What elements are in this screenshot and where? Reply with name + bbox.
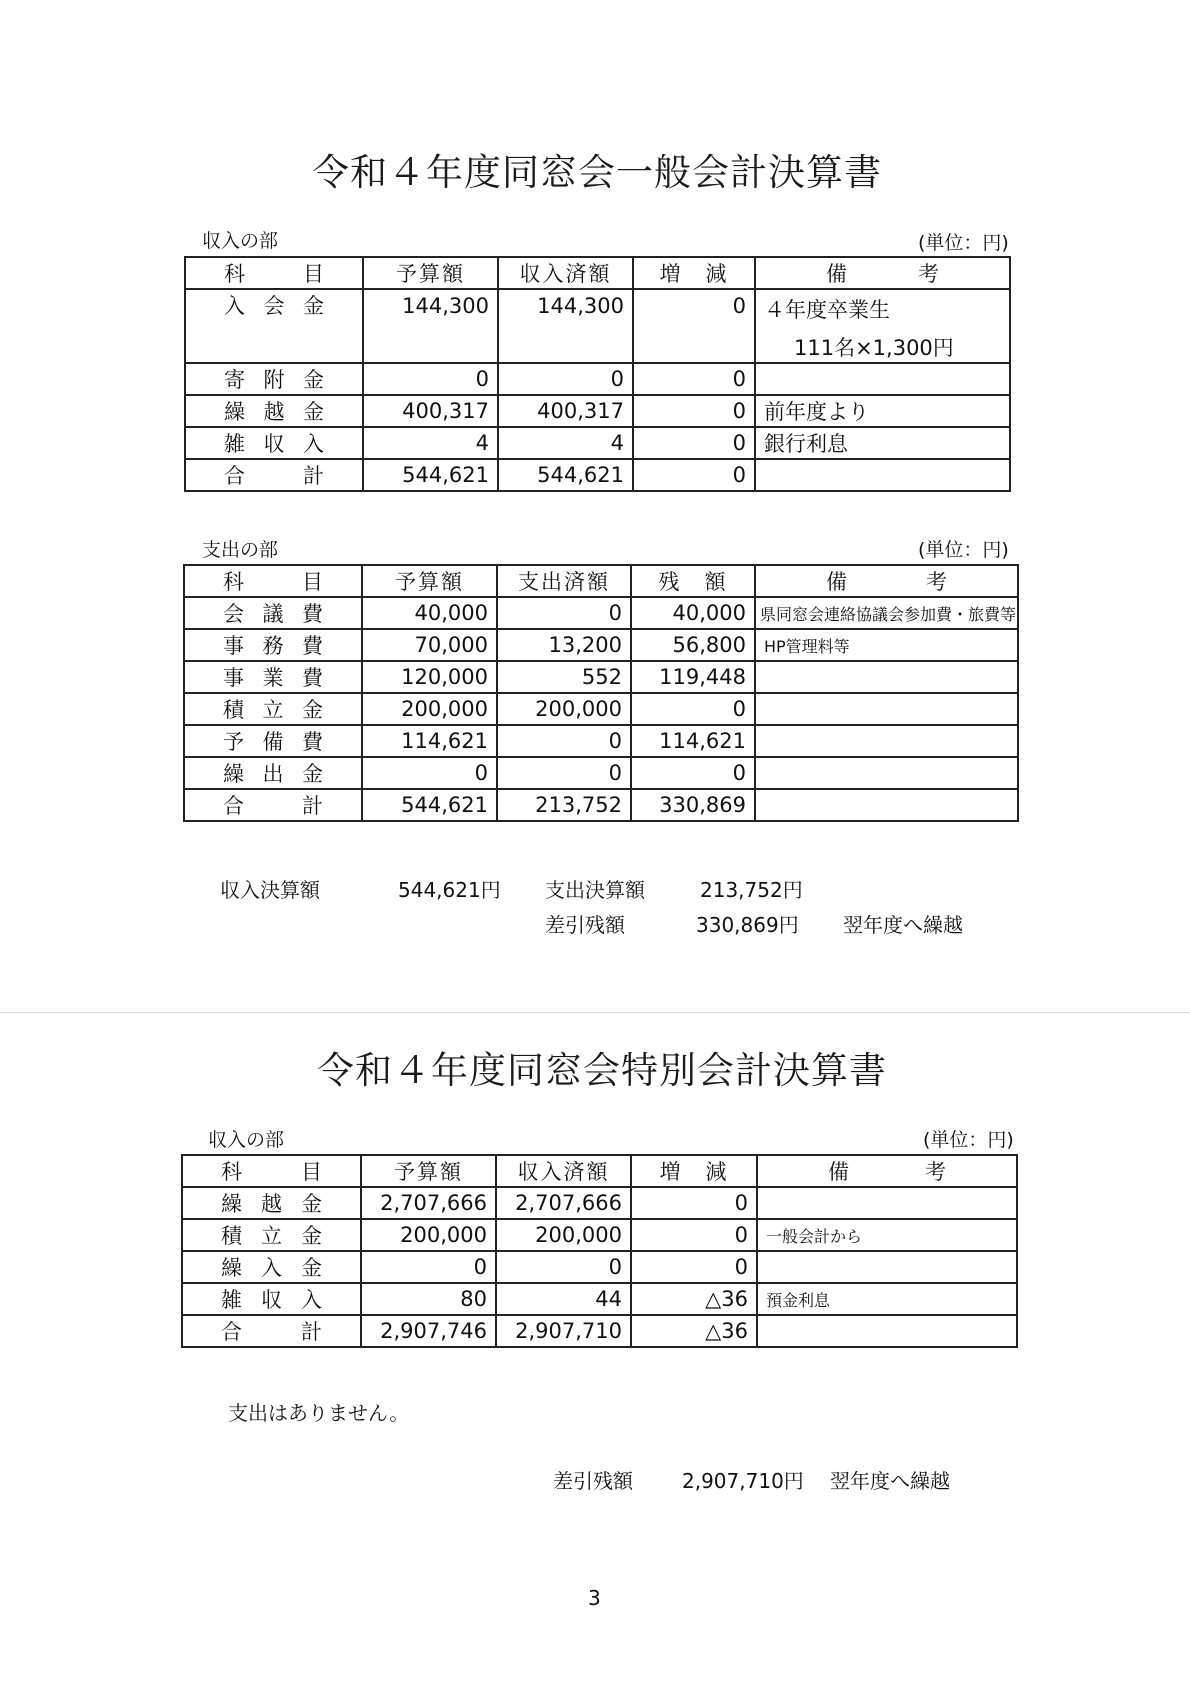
- general-expense-table: [183, 564, 1019, 822]
- row-subject: 寄附金: [185, 363, 363, 395]
- header-subject: 科 目: [184, 565, 362, 597]
- general-income-unit: (単位：円): [918, 232, 1009, 254]
- row-budget: 544,621: [362, 789, 497, 821]
- row-note: HP管理料等: [755, 629, 1018, 661]
- table-header-row: [184, 565, 1018, 597]
- row-note: [755, 693, 1018, 725]
- table-row: [184, 661, 1018, 693]
- special-income-unit: (単位：円): [923, 1129, 1014, 1151]
- row-note-line1: ４年度卒業生: [764, 298, 890, 322]
- general-expense-caption: 支出の部: [202, 539, 279, 561]
- header-budget: 予算額: [362, 565, 497, 597]
- table-row: [182, 1187, 1017, 1219]
- row-subject: 会議費: [184, 597, 362, 629]
- row-subject: 繰出金: [184, 757, 362, 789]
- row-actual: 200,000: [496, 1219, 631, 1251]
- table-row: [182, 1283, 1017, 1315]
- row-note: 県同窓会連絡協議会参加費・旅費等: [755, 597, 1018, 629]
- row-note: [755, 789, 1018, 821]
- row-note: [755, 757, 1018, 789]
- row-budget: 200,000: [361, 1219, 496, 1251]
- row-subject: 積立金: [182, 1219, 361, 1251]
- header-actual: 支出済額: [497, 565, 631, 597]
- row-budget: 2,707,666: [361, 1187, 496, 1219]
- special-balance-value: 2,907,710円: [682, 1469, 804, 1493]
- row-budget: 144,300: [363, 289, 498, 363]
- table-row: [185, 395, 1010, 427]
- row-note: 一般会計から: [757, 1219, 1017, 1251]
- table-total-row: [184, 789, 1018, 821]
- row-note: [757, 1315, 1017, 1347]
- row-note: 前年度より: [755, 395, 1010, 427]
- row-note: [755, 725, 1018, 757]
- header-actual: 収入済額: [498, 257, 633, 289]
- row-diff: 0: [631, 1251, 757, 1283]
- row-diff: 0: [633, 289, 755, 363]
- row-actual: 0: [496, 1251, 631, 1283]
- table-row: [185, 427, 1010, 459]
- header-note: 備 考: [755, 565, 1018, 597]
- row-diff: △36: [631, 1315, 757, 1347]
- row-subject: 合計: [185, 459, 363, 491]
- general-expense-total-label: 支出決算額: [545, 878, 645, 902]
- special-income-caption: 収入の部: [208, 1129, 285, 1151]
- general-income-caption: 収入の部: [202, 230, 279, 252]
- row-subject: 事務費: [184, 629, 362, 661]
- table-total-row: [185, 459, 1010, 491]
- special-income-table: [181, 1154, 1018, 1348]
- general-title: 令和４年度同窓会一般会計決算書: [312, 151, 882, 194]
- row-remaining: 119,448: [631, 661, 755, 693]
- table-row: [185, 363, 1010, 395]
- special-carry-note: 翌年度へ繰越: [830, 1469, 950, 1493]
- row-note: [755, 363, 1010, 395]
- row-subject: 予備費: [184, 725, 362, 757]
- row-actual: 213,752: [497, 789, 631, 821]
- row-diff: 0: [631, 1219, 757, 1251]
- row-subject: 入会金: [185, 289, 363, 363]
- general-income-table: [184, 256, 1011, 492]
- table-row: [184, 725, 1018, 757]
- row-note: [757, 1187, 1017, 1219]
- row-budget: 0: [361, 1251, 496, 1283]
- row-budget: 200,000: [362, 693, 497, 725]
- row-remaining: 0: [631, 693, 755, 725]
- row-diff: 0: [633, 395, 755, 427]
- row-actual: 13,200: [497, 629, 631, 661]
- row-diff: 0: [633, 363, 755, 395]
- row-note: 預金利息: [757, 1283, 1017, 1315]
- table-row: [184, 693, 1018, 725]
- table-row: [185, 289, 1010, 363]
- row-subject: 雑収入: [185, 427, 363, 459]
- special-no-expense-text: 支出はありません。: [228, 1401, 410, 1425]
- table-row: [184, 757, 1018, 789]
- row-note-line2: 111名×1,300円: [794, 336, 954, 360]
- row-actual: 544,621: [498, 459, 633, 491]
- row-budget: 544,621: [363, 459, 498, 491]
- page-number: 3: [588, 1586, 601, 1610]
- row-subject: 合計: [182, 1315, 361, 1347]
- row-subject: 雑収入: [182, 1283, 361, 1315]
- table-header-row: [182, 1155, 1017, 1187]
- row-remaining: 40,000: [631, 597, 755, 629]
- row-actual: 400,317: [498, 395, 633, 427]
- row-budget: 400,317: [363, 395, 498, 427]
- row-diff: 0: [633, 459, 755, 491]
- row-budget: 120,000: [362, 661, 497, 693]
- row-diff: △36: [631, 1283, 757, 1315]
- general-income-total-label: 収入決算額: [220, 878, 320, 902]
- row-budget: 40,000: [362, 597, 497, 629]
- row-actual: 144,300: [498, 289, 633, 363]
- header-subject: 科 目: [185, 257, 363, 289]
- row-subject: 合計: [184, 789, 362, 821]
- row-remaining: 114,621: [631, 725, 755, 757]
- table-row: [182, 1219, 1017, 1251]
- row-subject: 繰入金: [182, 1251, 361, 1283]
- row-subject: 繰越金: [182, 1187, 361, 1219]
- row-note: [755, 289, 1010, 363]
- header-note: 備 考: [755, 257, 1010, 289]
- header-subject: 科 目: [182, 1155, 361, 1187]
- special-balance-label: 差引残額: [553, 1469, 633, 1493]
- row-remaining: 0: [631, 757, 755, 789]
- header-remaining: 残 額: [631, 565, 755, 597]
- row-budget: 114,621: [362, 725, 497, 757]
- header-budget: 予算額: [361, 1155, 496, 1187]
- header-budget: 予算額: [363, 257, 498, 289]
- general-expense-unit: (単位：円): [918, 539, 1009, 561]
- row-actual: 552: [497, 661, 631, 693]
- row-actual: 0: [497, 725, 631, 757]
- row-diff: 0: [631, 1187, 757, 1219]
- header-diff: 増 減: [633, 257, 755, 289]
- row-budget: 0: [362, 757, 497, 789]
- row-subject: 繰越金: [185, 395, 363, 427]
- row-subject: 積立金: [184, 693, 362, 725]
- table-header-row: [185, 257, 1010, 289]
- row-actual: 2,707,666: [496, 1187, 631, 1219]
- general-expense-total-value: 213,752円: [700, 878, 803, 902]
- general-balance-label: 差引残額: [545, 913, 625, 937]
- row-subject: 事業費: [184, 661, 362, 693]
- row-note: [757, 1251, 1017, 1283]
- row-actual: 4: [498, 427, 633, 459]
- row-note: [755, 459, 1010, 491]
- row-actual: 200,000: [497, 693, 631, 725]
- row-note: 銀行利息: [755, 427, 1010, 459]
- page-divider: [0, 1012, 1190, 1013]
- table-total-row: [182, 1315, 1017, 1347]
- header-note: 備 考: [757, 1155, 1017, 1187]
- row-budget: 80: [361, 1283, 496, 1315]
- row-actual: 0: [497, 597, 631, 629]
- row-diff: 0: [633, 427, 755, 459]
- row-budget: 4: [363, 427, 498, 459]
- header-actual: 収入済額: [496, 1155, 631, 1187]
- special-title: 令和４年度同窓会特別会計決算書: [317, 1049, 887, 1092]
- header-diff: 増 減: [631, 1155, 757, 1187]
- row-actual: 0: [497, 757, 631, 789]
- row-remaining: 56,800: [631, 629, 755, 661]
- row-actual: 0: [498, 363, 633, 395]
- table-row: [184, 597, 1018, 629]
- row-actual: 44: [496, 1283, 631, 1315]
- table-row: [184, 629, 1018, 661]
- row-remaining: 330,869: [631, 789, 755, 821]
- general-income-total-value: 544,621円: [398, 878, 501, 902]
- general-carry-note: 翌年度へ繰越: [843, 913, 963, 937]
- general-balance-value: 330,869円: [696, 913, 799, 937]
- row-actual: 2,907,710: [496, 1315, 631, 1347]
- row-note: [755, 661, 1018, 693]
- table-row: [182, 1251, 1017, 1283]
- row-budget: 70,000: [362, 629, 497, 661]
- row-budget: 0: [363, 363, 498, 395]
- row-budget: 2,907,746: [361, 1315, 496, 1347]
